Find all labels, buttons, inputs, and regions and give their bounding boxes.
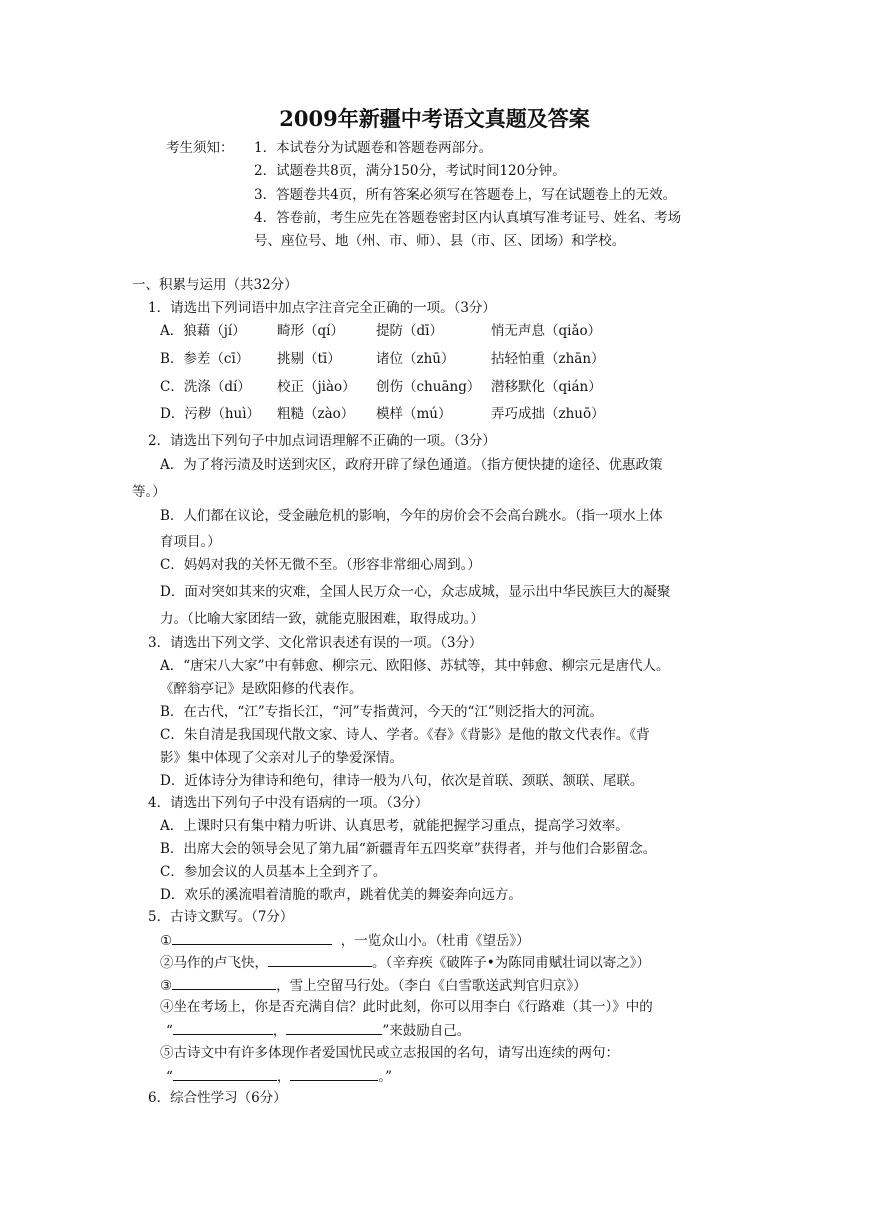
recite-line-1 (160, 929, 530, 952)
option-line: 影》集中体现了父亲对儿子的挚爱深情。 (160, 750, 403, 766)
option-cell: A．狼藉（jí） (160, 323, 246, 339)
option-cell: 模样（mú） (376, 406, 452, 422)
line-text: ”来鼓励自己。 (382, 1023, 471, 1039)
answer-blank[interactable] (173, 1065, 277, 1081)
line-text: “ (166, 1023, 173, 1039)
option-cell: 诸位（zhū） (376, 351, 455, 367)
page-title: 2009年新疆中考语文真题及答案 (279, 106, 590, 131)
recite-line-5 (166, 1019, 470, 1042)
option-cell: B．参差（cī） (160, 351, 250, 367)
option-line: 育项目。） (160, 534, 221, 550)
option-line: 力。（比喻大家团结一致，就能克服困难，取得成功。） (160, 611, 484, 627)
answer-blank[interactable] (173, 1019, 273, 1035)
option-cell: D．污秽（huì） (160, 406, 261, 422)
line-text: ②马作的卢飞快， (160, 955, 268, 971)
option-cell: 提防（dī） (376, 323, 443, 339)
option-line: B．出席大会的领导会见了第九届“新疆青年五四奖章”获得者，并与他们合影留念。 (160, 841, 657, 857)
line-text: 。” (378, 1069, 393, 1085)
line-text: ① (160, 933, 173, 949)
recite-line-2 (160, 951, 650, 974)
option-line: 《醉翁亭记》是欧阳修的代表作。 (160, 681, 363, 697)
option-line: C．妈妈对我的关怀无微不至。（形容非常细心周到。） (160, 557, 481, 573)
option-line: D．面对突如其来的灾难，全国人民万众一心，众志成城，显示出中华民族巨大的凝聚 (160, 584, 671, 600)
option-line: A．为了将污渍及时送到灾区，政府开辟了绿色通道。（指方便快捷的途径、优惠政策 (160, 457, 663, 473)
question-stem: 2．请选出下列句子中加点词语理解不正确的一项。（3分） (148, 433, 496, 449)
option-line: D．欢乐的溪流唱着清脆的歌声，跳着优美的舞姿奔向远方。 (160, 887, 522, 903)
option-cell: 潜移默化（qián） (491, 379, 602, 395)
line-text: ， (276, 1069, 291, 1085)
notice-label: 考生须知： (166, 140, 234, 156)
option-line: B．在古代，“江”专指长江，“河”专指黄河，今天的“江”则泛指大的河流。 (160, 704, 603, 720)
answer-blank[interactable] (290, 1065, 378, 1081)
recite-line-3 (160, 974, 587, 997)
line-text: 。（辛弃疾《破阵子•为陈同甫赋壮词以寄之》） (372, 955, 650, 971)
recite-line-4: ④坐在考场上，你是否充满自信？此时此刻，你可以用李白《行路难（其一）》中的 (160, 999, 653, 1015)
option-line: 等。） (132, 484, 166, 500)
option-line: A．“唐宋八大家”中有韩愈、柳宗元、欧阳修、苏轼等，其中韩愈、柳宗元是唐代人。 (160, 658, 670, 674)
option-cell: 悄无声息（qiǎo） (491, 323, 602, 339)
recite-line-6: ⑤古诗文中有许多体现作者爱国忧民或立志报国的名句，请写出连续的两句： (160, 1045, 619, 1061)
line-text: ，一览众山小。（杜甫《望岳》） (340, 933, 530, 949)
option-line: C．参加会议的人员基本上全到齐了。 (160, 864, 387, 880)
line-text: ③ (160, 978, 173, 994)
option-cell: 粗糙（zào） (277, 406, 355, 422)
option-cell: 创伤（chuāng） (376, 379, 481, 395)
recite-line-7 (166, 1065, 392, 1088)
option-cell: 弄巧成拙（zhuō） (491, 406, 605, 422)
notice-item: 2．试题卷共8页，满分150分，考试时间120分钟。 (254, 163, 566, 179)
option-cell: 校正（jiào） (277, 379, 356, 395)
notice-item: 4．答卷前，考生应先在答题卷密封区内认真填写准考证号、姓名、考场 (254, 210, 682, 226)
option-line: D．近体诗分为律诗和绝句，律诗一般为八句，依次是首联、颈联、颔联、尾联。 (160, 773, 644, 789)
option-line: A．上课时只有集中精力听讲、认真思考，就能把握学习重点，提高学习效率。 (160, 818, 629, 834)
answer-blank[interactable] (286, 1019, 382, 1035)
notice-item: 1．本试卷分为试题卷和答题卷两部分。 (254, 140, 493, 156)
option-cell: 挑剔（tī） (277, 351, 341, 367)
question-stem: 1．请选出下列词语中加点字注音完全正确的一项。（3分） (148, 300, 496, 316)
notice-item: 3．答题卷共4页，所有答案必须写在答题卷上，写在试题卷上的无效。 (254, 187, 677, 203)
answer-blank[interactable] (268, 951, 372, 967)
option-cell: C．洗涤（dí） (160, 379, 251, 395)
notice-item: 号、座位号、地（州、市、师）、县（市、区、团场）和学校。 (254, 233, 626, 249)
option-cell: 畸形（qí） (277, 323, 344, 339)
option-cell: 拈轻怕重（zhān） (491, 351, 605, 367)
question-stem: 3．请选出下列文学、文化常识表述有误的一项。（3分） (148, 635, 483, 651)
line-text: ， (272, 1023, 287, 1039)
option-line: C．朱自清是我国现代散文家、诗人、学者。《春》《背影》是他的散文代表作。《背 (160, 727, 650, 743)
section-heading: 一、积累与运用（共32分） (132, 277, 298, 293)
answer-blank[interactable] (172, 974, 276, 990)
line-text: “ (166, 1069, 173, 1085)
option-line: B．人们都在议论，受金融危机的影响，今年的房价会不会高台跳水。（指一项水上体 (160, 508, 663, 524)
question-stem: 6．综合性学习（6分） (148, 1090, 287, 1106)
question-stem: 5．古诗文默写。（7分） (148, 909, 294, 925)
answer-blank[interactable] (172, 929, 332, 945)
question-stem: 4．请选出下列句子中没有语病的一项。（3分） (148, 795, 429, 811)
line-text: ，雪上空留马行处。（李白《白雪歌送武判官归京》） (276, 978, 587, 994)
